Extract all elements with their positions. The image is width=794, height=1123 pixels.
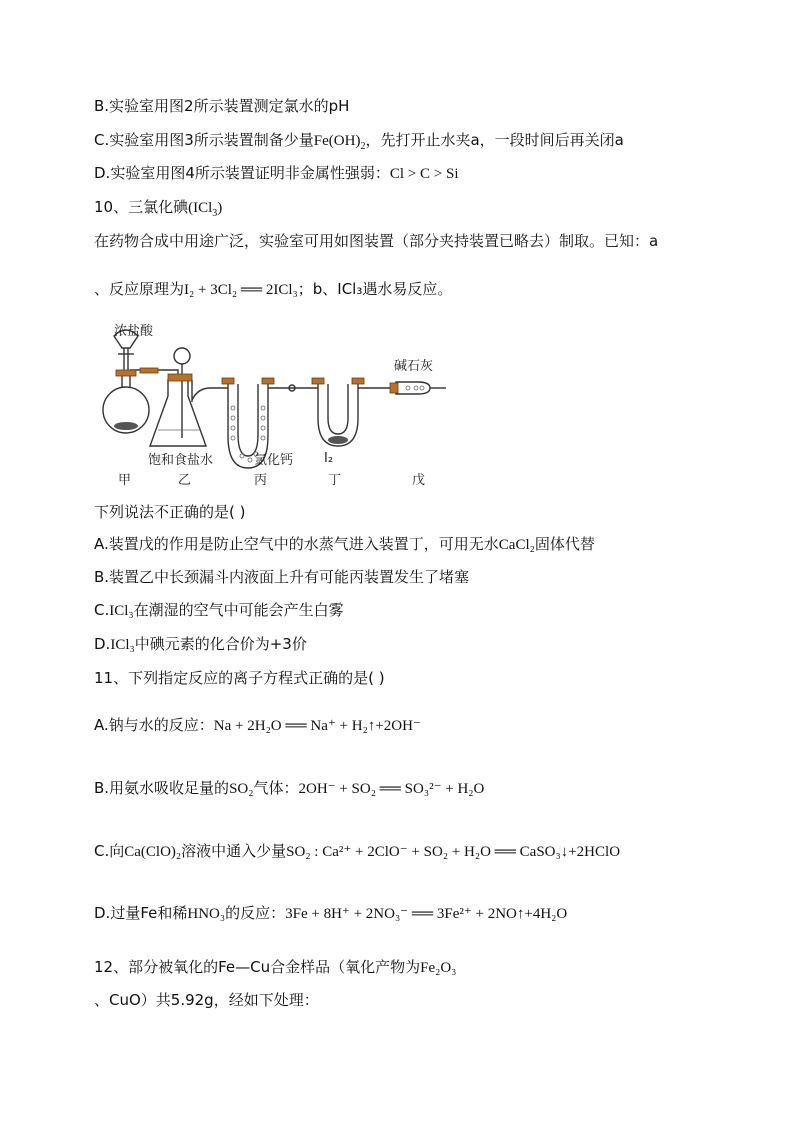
q11-stem: 11、下列指定反应的离子方程式正确的是( ) [94, 669, 385, 687]
q10-stem: 下列说法不正确的是( ) [94, 503, 246, 521]
flask-yi [150, 380, 206, 446]
q10-title: 10、三氯化碘(ICl$_3$) [94, 198, 223, 219]
label-cacl2: 氯化钙 [254, 453, 294, 468]
q12-line2: 、CuO）共5.92g，经如下处理： [94, 991, 319, 1009]
label-soda-lime: 碱石灰 [394, 359, 434, 374]
q11-option-a: A.钠与水的反应：Na + 2H₂O ══ Na⁺ + H₂↑+2OH⁻ [94, 716, 421, 734]
label-ding: 丁 [328, 473, 342, 488]
q10-option-b: B.装置乙中长颈漏斗内液面上升有可能丙装置发生了堵塞 [94, 568, 470, 586]
apparatus-diagram [96, 318, 456, 490]
option-b-prev: B.实验室用图2所示装置测定氯水的pH [94, 97, 350, 115]
label-wu: 戊 [412, 473, 426, 488]
q11-option-d: D.过量Fe和稀HNO₃的反应：3Fe + 8H⁺ + 2NO₃⁻ ══ 3Fe²⁺ + 2NO↑+4H₂O [94, 904, 568, 922]
label-bing: 丙 [254, 473, 268, 488]
q10-option-c: C.ICl₃在潮湿的空气中可能会产生白雾 [94, 601, 344, 619]
label-i2: I₂ [324, 451, 334, 466]
q11-option-c: C.向Ca(ClO)₂溶液中通入少量SO₂ : Ca²⁺ + 2ClO⁻ + SO₂ + H₂O ══ CaSO₃↓+2HClO [94, 842, 621, 860]
q11-option-b: B.用氨水吸收足量的SO₂气体：2OH⁻ + SO₂ ══ SO₃²⁻ + H₂O [94, 779, 485, 797]
label-hcl: 浓盐酸 [114, 324, 154, 339]
q10-option-a: A.装置戊的作用是防止空气中的水蒸气进入装置丁，可用无水CaCl₂固体代替 [94, 535, 595, 553]
q10-intro: 在药物合成中用途广泛，实验室可用如图装置（部分夹持装置已略去）制取。已知：a [94, 232, 659, 250]
label-yi: 乙 [178, 473, 192, 488]
q10-option-d: D.ICl₃中碘元素的化合价为+3价 [94, 635, 307, 653]
drying-tube-wu [396, 382, 430, 394]
option-d-prev: D.实验室用图4所示装置证明非金属性强弱：Cl > C > Si [94, 164, 459, 182]
label-brine: 饱和食盐水 [148, 453, 214, 468]
q12-line1: 12、部分被氧化的Fe—Cu合金样品（氧化产物为Fe₂O₃ [94, 958, 457, 976]
q10-reaction: 、反应原理为I₂ + 3Cl₂ ══ 2ICl₃；b、ICl₃遇水易反应。 [94, 280, 453, 298]
option-c-prev: C.实验室用图3所示装置制备少量$Fe(OH)_2$，先打开止水夹a，一段时间后再关闭a [94, 131, 624, 152]
label-jia: 甲 [118, 473, 132, 488]
